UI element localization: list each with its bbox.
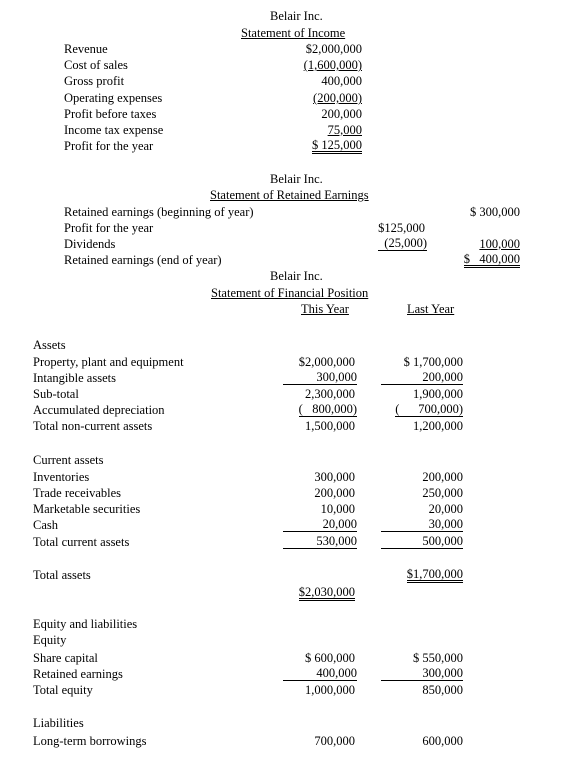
line-item-label: Accumulated depreciation <box>33 403 165 417</box>
line-item-label: Sub-total <box>33 387 79 401</box>
income-row-label: Revenue <box>64 42 108 56</box>
total-assets-label: Total assets <box>33 568 91 582</box>
line-item-last-year: 1,200,000 <box>413 419 463 433</box>
retained-row-label: Retained earnings (beginning of year) <box>64 205 254 219</box>
total-assets-this-year: $2,030,000 <box>298 585 355 599</box>
income-row-value: 400,000 <box>321 74 362 88</box>
line-item-this-year: 20,000 <box>283 518 357 532</box>
line-item-last-year: 500,000 <box>381 535 463 549</box>
line-item-label: Inventories <box>33 470 90 484</box>
line-item-label: Share capital <box>33 651 98 665</box>
retained-row-value: $ 400,000 <box>463 252 520 266</box>
retained-company: Belair Inc. <box>270 172 323 186</box>
equity-heading: Equity <box>33 633 67 647</box>
line-item-this-year: 1,500,000 <box>305 419 355 433</box>
line-item-label: Total non-current assets <box>33 419 153 433</box>
income-row-label: Income tax expense <box>64 123 164 137</box>
line-item-last-year: 300,000 <box>381 667 463 681</box>
liabilities-heading: Liabilities <box>33 716 84 730</box>
retained-row-label: Dividends <box>64 237 116 251</box>
line-item-last-year: $ 1,700,000 <box>403 355 463 369</box>
retained-row-mid: (25,000) <box>378 237 427 251</box>
income-row-label: Gross profit <box>64 74 125 88</box>
line-item-this-year: $2,000,000 <box>298 355 355 369</box>
line-item-last-year: 30,000 <box>381 518 463 532</box>
income-row-value: 75,000 <box>327 123 362 137</box>
line-item-last-year: 250,000 <box>422 486 463 500</box>
current-assets-heading: Current assets <box>33 453 104 467</box>
line-item-last-year: 1,900,000 <box>413 387 463 401</box>
retained-row-label: Retained earnings (end of year) <box>64 253 222 267</box>
income-row-value: 200,000 <box>321 107 362 121</box>
retained-row-value: $ 300,000 <box>470 205 520 219</box>
income-row-label: Operating expenses <box>64 91 163 105</box>
line-item-label: Intangible assets <box>33 371 116 385</box>
line-item-last-year: $ 550,000 <box>413 651 463 665</box>
line-item-last-year: 200,000 <box>381 371 463 385</box>
income-row-label: Cost of sales <box>64 58 128 72</box>
income-row-label: Profit for the year <box>64 139 154 153</box>
position-title: Statement of Financial Position <box>211 286 369 300</box>
line-item-this-year: ( 800,000) <box>298 402 357 416</box>
assets-heading: Assets <box>33 338 66 352</box>
position-company: Belair Inc. <box>270 269 323 283</box>
retained-row-label: Profit for the year <box>64 221 154 235</box>
line-item-this-year: $ 600,000 <box>305 651 355 665</box>
income-row-value: $2,000,000 <box>305 42 362 56</box>
line-item-last-year: 20,000 <box>428 502 463 516</box>
line-item-last-year: ( 700,000) <box>395 402 463 416</box>
line-item-this-year: 200,000 <box>314 486 355 500</box>
line-item-last-year: 600,000 <box>422 734 463 748</box>
line-item-this-year: 300,000 <box>314 470 355 484</box>
income-company: Belair Inc. <box>270 9 323 23</box>
line-item-this-year: 400,000 <box>283 667 357 681</box>
column-header-last-year: Last Year <box>407 302 455 316</box>
income-title: Statement of Income <box>241 26 346 40</box>
line-item-this-year: 10,000 <box>320 502 355 516</box>
line-item-label: Cash <box>33 518 58 532</box>
income-row-value: (1,600,000) <box>303 58 362 72</box>
line-item-label: Trade receivables <box>33 486 122 500</box>
line-item-label: Total current assets <box>33 535 130 549</box>
retained-title: Statement of Retained Earnings <box>210 188 369 202</box>
income-row-label: Profit before taxes <box>64 107 157 121</box>
line-item-last-year: 200,000 <box>422 470 463 484</box>
line-item-label: Marketable securities <box>33 502 141 516</box>
equity-liabilities-heading: Equity and liabilities <box>33 617 138 631</box>
line-item-last-year: 850,000 <box>422 683 463 697</box>
line-item-this-year: 700,000 <box>314 734 355 748</box>
total-assets-last-year: $1,700,000 <box>406 567 463 581</box>
line-item-this-year: 2,300,000 <box>305 387 355 401</box>
line-item-label: Property, plant and equipment <box>33 355 184 369</box>
income-row-value: (200,000) <box>313 91 362 105</box>
line-item-label: Total equity <box>33 683 93 697</box>
line-item-label: Long-term borrowings <box>33 734 147 748</box>
line-item-this-year: 300,000 <box>283 371 357 385</box>
income-row-value: $ 125,000 <box>312 138 362 152</box>
line-item-label: Retained earnings <box>33 667 123 681</box>
line-item-this-year: 530,000 <box>283 535 357 549</box>
retained-row-value: 100,000 <box>479 237 520 251</box>
column-header-this-year: This Year <box>301 302 349 316</box>
retained-row-mid: $125,000 <box>378 221 425 235</box>
line-item-this-year: 1,000,000 <box>305 683 355 697</box>
